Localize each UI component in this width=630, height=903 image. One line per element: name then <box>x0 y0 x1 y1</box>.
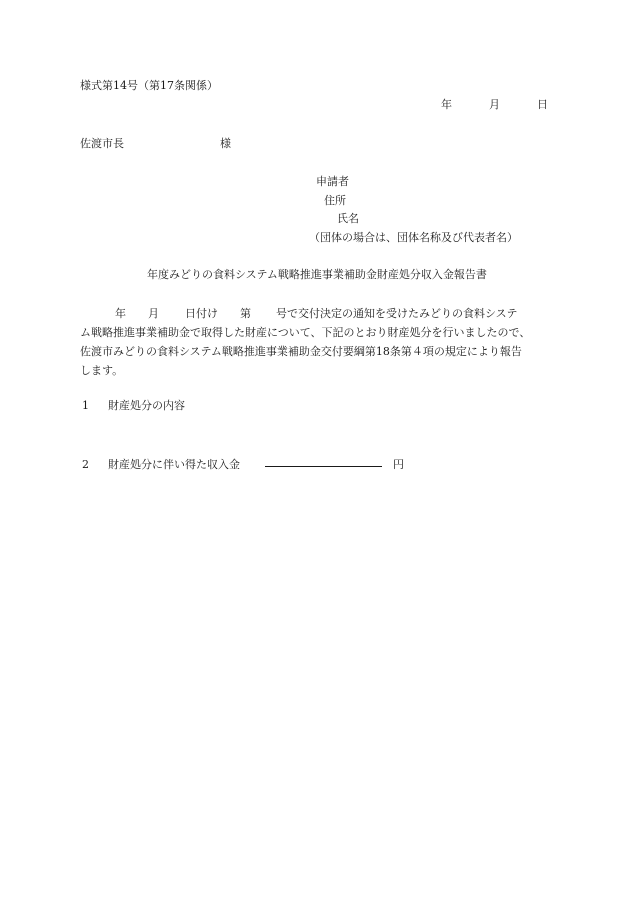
item-2 <box>82 458 240 472</box>
name-label: 氏名 <box>337 212 359 225</box>
addressee <box>80 137 231 151</box>
item-1 <box>82 399 185 413</box>
body-line-4: します。 <box>80 364 124 377</box>
addressee-honorific: 様 <box>220 137 231 150</box>
yen-unit: 円 <box>393 458 404 471</box>
body-line-2: ム戦略推進事業補助金で取得した財産について、下記のとおり財産処分を行いましたので、 <box>80 326 531 339</box>
group-note: （団体の場合は、団体名称及び代表者名） <box>309 231 518 244</box>
body-dated: 日付け <box>185 307 218 320</box>
body-dai: 第 <box>240 307 251 320</box>
item-1-number: 1 <box>82 399 89 412</box>
body-month: 月 <box>148 307 159 320</box>
date-year: 年 <box>441 98 452 111</box>
document-title: 年度みどりの食料システム戦略推進事業補助金財産処分収入金報告書 <box>147 268 487 281</box>
body-year: 年 <box>115 307 126 320</box>
date-month: 月 <box>489 98 500 111</box>
applicant-label: 申請者 <box>316 175 349 188</box>
amount-blank-line <box>265 466 382 467</box>
address-label: 住所 <box>324 194 346 207</box>
date-line <box>0 98 630 112</box>
body-line-3: 佐渡市みどりの食料システム戦略推進事業補助金交付要綱第18条第４項の規定により報告 <box>80 345 522 358</box>
date-day: 日 <box>537 98 548 111</box>
item-2-label: 財産処分に伴い得た収入金 <box>108 458 240 471</box>
addressee-name: 佐渡市長 <box>80 137 124 150</box>
body-line1-rest: 号で交付決定の通知を受けたみどりの食料システ <box>276 307 518 320</box>
form-number: 様式第14号（第17条関係） <box>80 79 218 92</box>
body-paragraph <box>80 304 555 380</box>
item-1-label: 財産処分の内容 <box>108 399 185 412</box>
item-2-number: 2 <box>82 458 89 471</box>
body-line-1 <box>80 304 555 323</box>
